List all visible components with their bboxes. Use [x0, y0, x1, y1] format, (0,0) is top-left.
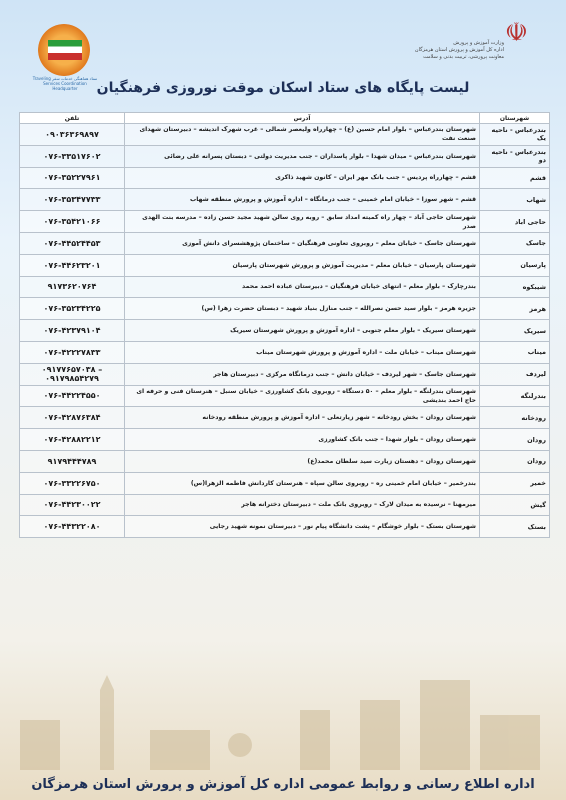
table-row	[20, 276, 550, 298]
row-city: بندرلنگه	[480, 385, 550, 407]
row-address: شهرستان رودان – بخش رودخانه – شهر زیارتعلی – اداره آموزش و پرورش منطقه رودخانه	[125, 407, 480, 429]
row-address: شهرستان میناب – خیابان ملت – اداره آموزش و پرورش شهرستان میناب	[125, 341, 480, 363]
row-phone: ۰۹۱۷۷۶۵۷۰۳۸ – ۰۹۱۷۹۸۵۴۲۷۹	[20, 363, 125, 385]
row-phone: ۰۷۶-۴۴۲۳۰۰۲۲	[20, 494, 125, 516]
table-row	[20, 341, 550, 363]
ministry-emblem	[504, 18, 528, 48]
table-row	[20, 254, 550, 276]
row-phone: ۹۱۷۹۴۴۴۷۸۹	[20, 450, 125, 472]
row-city: پارسیان	[480, 254, 550, 276]
table-row	[20, 320, 550, 342]
table-row	[20, 145, 550, 167]
row-city: شیبکوه	[480, 276, 550, 298]
header-city: شهرستان	[480, 113, 550, 124]
row-phone: ۰۷۶-۳۵۲۳۴۲۲۵	[20, 298, 125, 320]
row-address: بندرخمیر – خیابان امام خمینی ره – روبروی سالن سپاه – هنرستان کاردانش فاطمه الزهرا(س)	[125, 472, 480, 494]
row-city: سیریک	[480, 320, 550, 342]
table-row	[20, 363, 550, 385]
row-address: شهرستان بستک – بلوار خوشگام – پشت دانشگاه پیام نور – دبیرستان نمونه شهید رجایی	[125, 516, 480, 538]
table-row	[20, 385, 550, 407]
row-address: بندرچارک – بلوار معلم – انتهای خیابان فرهنگیان – دبیرستان عباده احمد محمد	[125, 276, 480, 298]
table-row	[20, 124, 550, 146]
table-row	[20, 429, 550, 451]
row-phone: ۰۷۶-۴۲۳۷۹۱۰۴	[20, 320, 125, 342]
row-phone: ۰۷۶-۴۴۵۲۴۴۵۳	[20, 232, 125, 254]
table-row	[20, 494, 550, 516]
table-row	[20, 232, 550, 254]
row-city: جاسک	[480, 232, 550, 254]
hormozgan-skyline-illustration	[0, 650, 566, 770]
row-phone: ۰۷۶-۳۵۳۴۷۷۳۳	[20, 189, 125, 211]
table-row	[20, 298, 550, 320]
table-row	[20, 167, 550, 189]
row-address: جزیره هرمز – بلوار سید حسن نصرالله – جنب منازل بنیاد شهید – دبستان حضرت زهرا (س)	[125, 298, 480, 320]
row-city: شهاب	[480, 189, 550, 211]
row-city: رودان	[480, 450, 550, 472]
row-city: حاجی اباد	[480, 211, 550, 233]
row-phone: ۰۷۶-۴۴۳۲۲۰۸۰	[20, 516, 125, 538]
row-city: قشم	[480, 167, 550, 189]
row-phone: ۰۷۶-۳۳۵۱۷۶۰۲	[20, 145, 125, 167]
row-address: شهرستان بندرعباس – میدان شهدا – بلوار پاسداران – جنب مدیریت دولتی – دبستان پسرانه علی رضائی	[125, 145, 480, 167]
bases-table	[19, 112, 550, 538]
row-city: بندرعباس - ناحیه دو	[480, 145, 550, 167]
row-city: هرمز	[480, 298, 550, 320]
row-phone: ۰۷۶-۴۲۸۸۲۲۱۲	[20, 429, 125, 451]
row-phone: ۰۷۶-۴۴۲۲۴۵۵۰	[20, 385, 125, 407]
row-address: قشم – چهارراه پردیس – جنب بانک مهر ایران – کانون شهید ذاکری	[125, 167, 480, 189]
iran-emblem-icon: ☫	[504, 18, 528, 48]
row-address: قشم – شهر سوزا – خیابان امام خمینی – جنب درمانگاه – اداره آموزش و پرورش منطقه شهاب	[125, 189, 480, 211]
row-address: شهرستان جاسک – شهر لیردف – خیابان دانش – جنب درمانگاه مرکزی – دبیرستان هاجر	[125, 363, 480, 385]
row-phone: ۰۷۶-۳۳۲۲۶۷۵۰	[20, 472, 125, 494]
row-city: بستک	[480, 516, 550, 538]
row-address: میرمهنا – نرسیده به میدان لارک – روبروی بانک ملت – دبیرستان دخترانه هاجر	[125, 494, 480, 516]
row-address: شهرستان بندرعباس – بلوار امام حسین (ع) – چهارراه ولیعصر شمالی – غرب شهرک اندیشه – دبیرستان شهدای صنعت نفت	[125, 124, 480, 146]
ministry-line-1: وزارت آموزش و پرورش	[453, 40, 504, 46]
row-city: رودان	[480, 429, 550, 451]
row-phone: ۰۷۶-۴۴۶۲۳۲۰۱	[20, 254, 125, 276]
iran-flag-icon	[48, 40, 82, 60]
table-row	[20, 189, 550, 211]
row-phone: ۹۱۷۳۶۲۰۷۶۴	[20, 276, 125, 298]
footer-credit: اداره اطلاع رسانی و روابط عمومی اداره کل آموزش و پرورش استان هرمزگان	[31, 777, 535, 792]
row-address: شهرستان سیریک – بلوار معلم جنوبی – اداره آموزش و پرورش شهرستان سیریک	[125, 320, 480, 342]
table-row	[20, 211, 550, 233]
row-phone: ۰۹۰۳۶۳۶۹۸۹۷	[20, 124, 125, 146]
header-address: آدرس	[125, 113, 480, 124]
row-city: لیردف	[480, 363, 550, 385]
table-row	[20, 472, 550, 494]
row-phone: ۰۷۶-۴۲۲۲۷۸۳۳	[20, 341, 125, 363]
row-address: شهرستان پارسیان – خیابان معلم – مدیریت آموزش و پرورش شهرستان پارسیان	[125, 254, 480, 276]
ministry-line-3: معاونت پرورشی، تربیت بدنی و سلامت	[423, 54, 504, 60]
row-city: خمیر	[480, 472, 550, 494]
row-phone: ۰۷۶-۳۵۲۲۷۹۶۱	[20, 167, 125, 189]
ministry-line-2: اداره کل آموزش و پرورش استان هرمزگان	[414, 47, 504, 53]
table-row	[20, 450, 550, 472]
page-title: لیست پایگاه های ستاد اسکان موقت نوروزی فرهنگیان	[96, 80, 470, 96]
row-address: شهرستان حاجی آباد – چهار راه کمیته امداد سابق – روبه روی سالن شهید مجید حسن زاده – مدرسه بنت الهدی صدر	[125, 211, 480, 233]
row-address: شهرستان بندرلنگه – بلوار معلم – ۵۰ دستگاه – روبروی بانک کشاورزی – خیابان سنبل – هنرستان فنی و حرفه ای حاج احمد بندیشی	[125, 385, 480, 407]
row-phone: ۰۷۶-۴۲۸۷۶۳۸۴	[20, 407, 125, 429]
row-address: شهرستان رودان – دهستان زیارت سید سلطان محمد(ع)	[125, 450, 480, 472]
table-row	[20, 407, 550, 429]
header-phone: تلفن	[20, 113, 125, 124]
row-city: رودخانه	[480, 407, 550, 429]
logo-caption: ستاد هماهنگی خدمات سفر Traveling Services Coordination Headquarter	[32, 76, 98, 91]
row-city: بندرعباس - ناحیه یک	[480, 124, 550, 146]
row-city: گیش	[480, 494, 550, 516]
row-address: شهرستان جاسک – خیابان معلم – روبروی تعاونی فرهنگیان – ساختمان پژوهشسرای دانش آموزی	[125, 232, 480, 254]
row-city: میناب	[480, 341, 550, 363]
ministry-header	[384, 40, 504, 61]
row-address: شهرستان رودان – بلوار شهدا – جنب بانک کشاورزی	[125, 429, 480, 451]
table-row	[20, 516, 550, 538]
table-header-row	[20, 113, 550, 124]
row-phone: ۰۷۶-۳۵۴۲۱۰۶۶	[20, 211, 125, 233]
